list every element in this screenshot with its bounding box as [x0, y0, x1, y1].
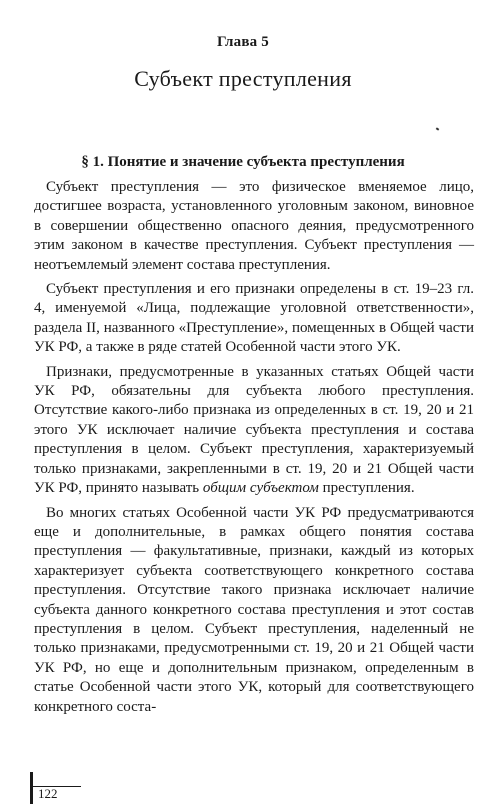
paragraph-1: Субъект преступления — это физическое вменяемое лицо, достигшее возраста, установленного уголовным законом, виновное в совершении общественно опасного деяния, предусмотренного этим законом в качестве преступления. Субъект преступления — неотъемлемый элемент состава преступления. [34, 179, 474, 273]
chapter-label: Глава 5 [216, 34, 270, 50]
body-text [34, 178, 474, 722]
paragraph-3 [34, 363, 474, 499]
page-number: 122 [38, 786, 58, 801]
paragraph-3-text-before: Признаки, предусмотренные в указанных статьях Общей части УК РФ, обязательны для субъекта любого преступления. Отсутствие какого-либо признака из определенных в ст. 19, 20 и 21 этого УК исключает наличие субъекта преступления и состава преступления в целом. Субъект преступления, характеризуемый только признаками, закрепленными в ст. 19, 20 и 21 Общей части УК РФ, принято называть [34, 363, 474, 497]
footer-vertical-rule [30, 772, 33, 804]
paragraph-3-emphasis: общим субъектом [202, 480, 319, 497]
paragraph-2: Субъект преступления и его признаки определены в ст. 19–23 гл. 4, именуемой «Лица, подлежащие уголовной ответственности», раздела II, названного «Преступление», помещенных в Общей части УК РФ, а также в ряде статей Особенной части этого УК. [34, 281, 474, 356]
paragraph-4: Во многих статьях Особенной части УК РФ предусматриваются еще и дополнительные, в рамках общего понятия состава преступления — факультативные, признаки, каждый из которых характеризует субъекта соответствующего конкретного состава преступления. Отсутствие такого признака исключает наличие субъекта данного конкретного состава преступления и этот состав преступления в целом. Субъект преступления, наделенный не только признаками, предусмотренными ст. 19, 20 и 21 Общей части УК РФ, но еще и дополнительным признаком, определенным в статье Особенной части этого УК, который для соответствующего конкретного соста- [34, 504, 474, 715]
scan-speck [436, 127, 440, 130]
paragraph-3-text-after: преступления. [318, 480, 415, 497]
chapter-title: Субъект преступления [134, 66, 352, 91]
section-title: § 1. Понятие и значение субъекта преступления [81, 154, 405, 170]
